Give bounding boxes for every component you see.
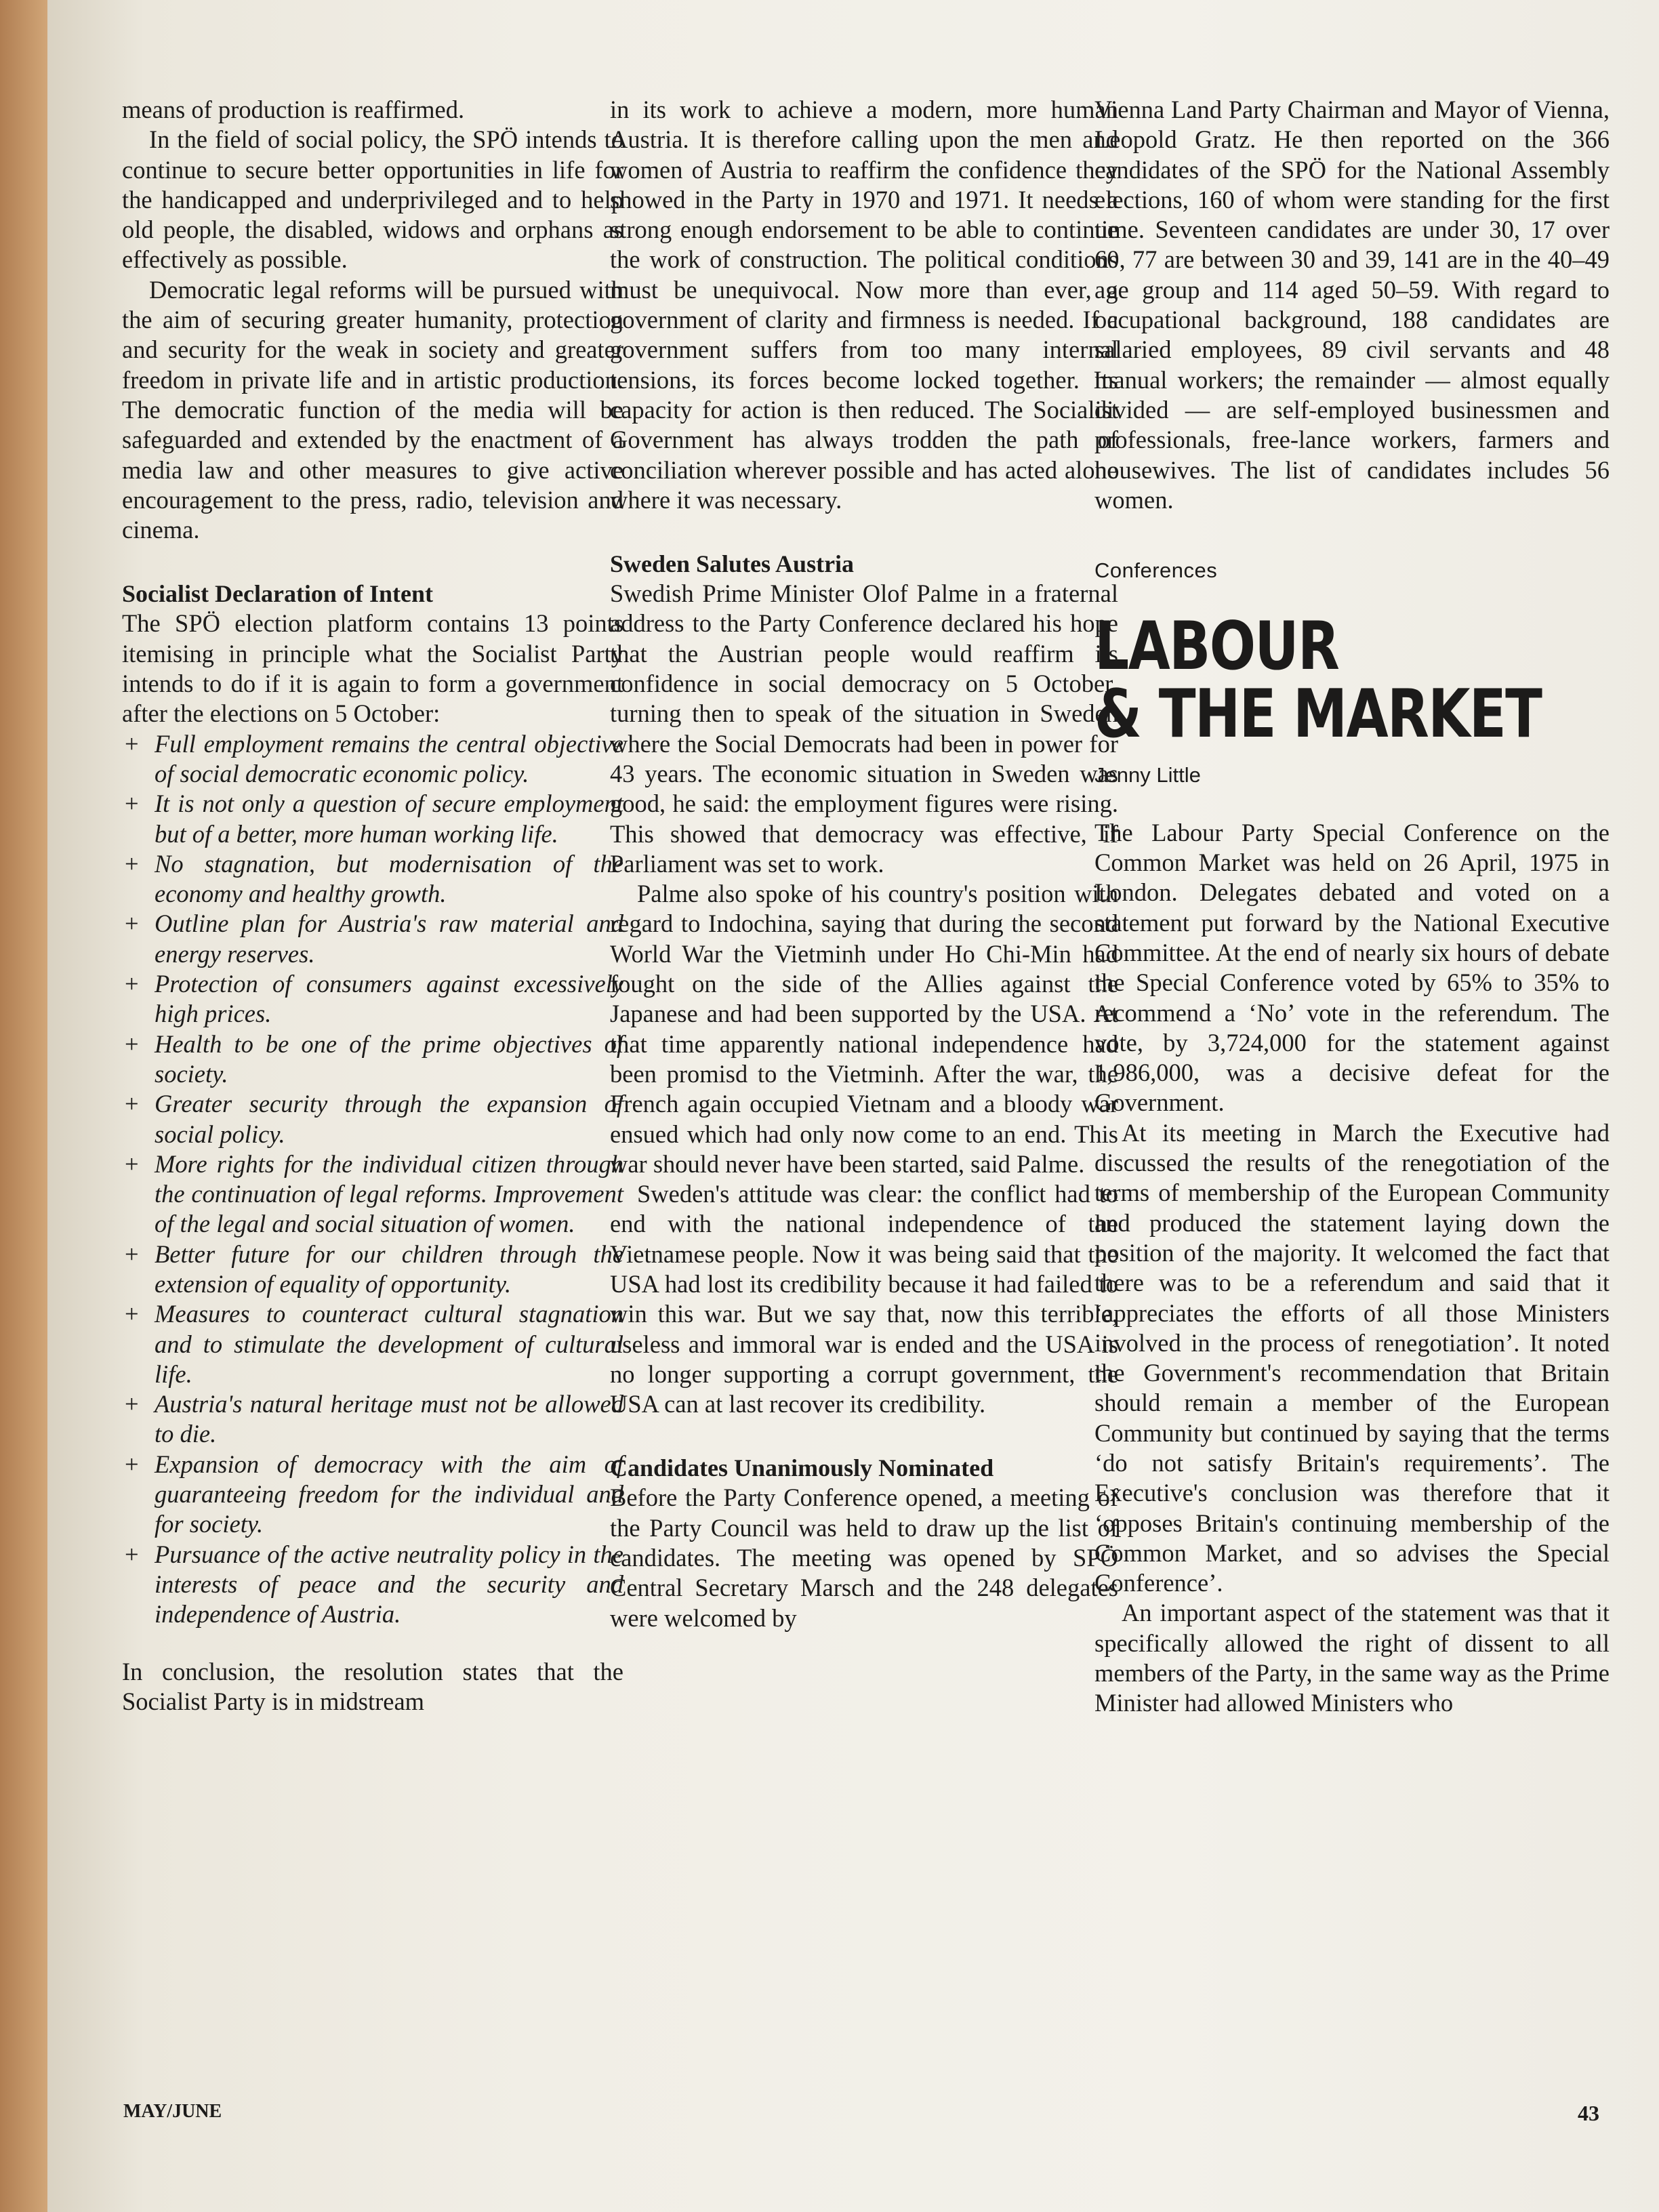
intent-point bbox=[122, 1389, 623, 1450]
intent-point bbox=[122, 729, 623, 790]
paragraph: In conclusion, the resolution states that the Socialist Party is in midstream bbox=[122, 1657, 623, 1715]
intent-points-list bbox=[122, 729, 623, 1630]
intent-point-text: Health to be one of the prime objectives of society. bbox=[155, 1029, 623, 1088]
intent-point-text: It is not only a question of secure employment but of a better, more human working life. bbox=[155, 790, 623, 848]
paragraph: Vienna Land Party Chairman and Mayor of Vienna, Leopold Gratz. He then reported on the 366 candidates of the SPÖ for the National Assembly elections, 160 of whom were standing for the first time. Seventeen candidates are under 30, 17 over 60, 77 are between 30 and 39, 141 are in the 40–49 age group and 114 aged 50–59. With regard to occupational background, 188 candidates are salaried employees, 89 civil servants and 48 manual workers; the remainder — almost equally divided — are self-employed businessmen and professionals, free-lance workers, farmers and housewives. The list of candidates includes 56 women. bbox=[1094, 96, 1610, 514]
plus-icon: + bbox=[125, 1090, 139, 1118]
plus-icon: + bbox=[125, 729, 139, 758]
intent-point bbox=[122, 1089, 623, 1149]
intent-point-text: Greater security through the expansion of social policy. bbox=[155, 1090, 623, 1148]
intent-point-text: Austria's natural heritage must not be allowed to die. bbox=[155, 1390, 623, 1448]
intent-point bbox=[122, 1540, 623, 1630]
plus-icon: + bbox=[125, 1240, 139, 1268]
intent-point bbox=[122, 1299, 623, 1389]
plus-icon: + bbox=[125, 790, 139, 818]
intent-point-text: Better future for our children through the extension of equality of opportunity. bbox=[155, 1240, 623, 1298]
author-byline: Jenny Little bbox=[1094, 763, 1201, 787]
plus-icon: + bbox=[125, 1540, 139, 1568]
section-heading: Socialist Declaration of Intent bbox=[122, 580, 433, 608]
column-left bbox=[122, 95, 623, 1717]
intent-point-text: Protection of consumers against excessively high prices. bbox=[155, 970, 623, 1028]
plus-icon: + bbox=[125, 909, 139, 938]
intent-point-text: No stagnation, but modernisation of the economy and healthy growth. bbox=[155, 849, 623, 908]
intent-point bbox=[122, 1240, 623, 1300]
plus-icon: + bbox=[125, 1029, 139, 1058]
headline-line: & THE MARKET bbox=[1094, 676, 1542, 754]
section-heading: Sweden Salutes Austria bbox=[610, 550, 855, 578]
intent-point bbox=[122, 1029, 623, 1090]
page-number: 43 bbox=[1578, 2101, 1599, 2125]
column-middle bbox=[610, 95, 1118, 1633]
intent-point-text: Outline plan for Austria's raw material and energy reserves. bbox=[155, 909, 623, 968]
intent-point bbox=[122, 1149, 623, 1240]
section-heading: Candidates Unanimously Nominated bbox=[610, 1454, 994, 1482]
paragraph: In the field of social policy, the SPÖ intends to continue to secure better opportunities in life for the handicapped and underprivileged and to help old people, the disabled, widows and orphans as effectively as possible. bbox=[122, 125, 623, 274]
article-headline bbox=[1094, 608, 1595, 754]
intent-point-text: More rights for the individual citizen through the continuation of legal reforms. Improvement of the legal and social situation of women. bbox=[155, 1149, 623, 1238]
intent-point bbox=[122, 909, 623, 969]
paragraph: Palme also spoke of his country's position with regard to Indochina, saying that during the second World War the Vietminh under Ho Chi-Min had fought on the side of the Allies against the Japanese and had been supported by the USA. At that time apparently national independence had been promisd to the Vietminh. After the war, the French again occupied Vietnam and a bloody war ensued which had only now come to an end. This war should never have been started, said Palme. bbox=[610, 880, 1118, 1178]
paragraph: Before the Party Conference opened, a meeting of the Party Council was held to draw up the list of candidates. The meeting was opened by SPÖ Central Secretary Marsch and the 248 delegates were welcomed by bbox=[610, 1483, 1118, 1632]
paragraph: The SPÖ election platform contains 13 points itemising in principle what the Socialist Party intends to do if it is again to form a government after the elections on 5 October: bbox=[122, 609, 623, 728]
plus-icon: + bbox=[125, 970, 139, 998]
footer-issue: MAY/JUNE bbox=[123, 2101, 222, 2122]
intent-point-text: Measures to counteract cultural stagnation and to stimulate the development of cultural life. bbox=[155, 1300, 623, 1388]
intent-point bbox=[122, 849, 623, 909]
plus-icon: + bbox=[125, 849, 139, 878]
column-right bbox=[1094, 95, 1610, 1719]
paragraph: The Labour Party Special Conference on the Common Market was held on 26 April, 1975 in London. Delegates debated and voted on a statement put forward by the National Executive Committee. At the end of nearly six hours of debate the Special Conference voted by 65% to 35% to recommend a ‘No’ vote in the referendum. The vote, by 3,724,000 for the statement against 1,986,000, was a decisive defeat for the Government. bbox=[1094, 818, 1610, 1117]
intent-point bbox=[122, 1450, 623, 1540]
intent-point-text: Full employment remains the central objective of social democratic economic policy. bbox=[155, 729, 623, 787]
plus-icon: + bbox=[125, 1149, 139, 1178]
headline-line: LABOUR bbox=[1094, 608, 1339, 686]
plus-icon: + bbox=[125, 1390, 139, 1418]
intent-point bbox=[122, 969, 623, 1029]
paragraph: Sweden's attitude was clear: the conflict had to end with the national independence of the Vietnamese people. Now it was being said that the USA had lost its credibility because it had failed to win this war. But we say that, now this terrible, useless and immoral war is ended and the USA is no longer supporting a corrupt government, the USA can at last recover its credibility. bbox=[610, 1180, 1118, 1418]
paragraph: An important aspect of the statement was that it specifically allowed the right of dissent to all members of the Party, in the same way as the Prime Minister had allowed Ministers who bbox=[1094, 1599, 1610, 1717]
intent-point-text: Expansion of democracy with the aim of guaranteeing freedom for the individual and for society. bbox=[155, 1450, 623, 1538]
paragraph: Swedish Prime Minister Olof Palme in a fraternal address to the Party Conference declared his hope that the Austrian people would reaffirm its confidence in social democracy on 5 October, turning then to speak of the situation in Sweden where the Social Democrats had been in power for 43 years. The economic situation in Sweden was good, he said: the employment figures were rising. This showed that democracy was effective, if Parliament was set to work. bbox=[610, 579, 1118, 878]
intent-point bbox=[122, 789, 623, 849]
paragraph: Democratic legal reforms will be pursued with the aim of securing greater humanity, protection and security for the weak in society and greater freedom in private life and in artistic production. The democratic function of the media will be safeguarded and extended by the enactment of a media law and other measures to give active encouragement to the press, radio, television and cinema. bbox=[122, 275, 623, 544]
paragraph: At its meeting in March the Executive had discussed the results of the renegotiation of the terms of membership of the European Community and produced the statement laying down the position of the majority. It welcomed the fact that there was to be a referendum and said that it ‘appreciates the efforts of all those Ministers involved in the process of renegotiation’. It noted the Government's recommendation that Britain should remain a member of the European Community but continued by saying that the terms ‘do not satisfy Britain's requirements’. The Executive's conclusion was therefore that it ‘opposes Britain's continuing membership of the Common Market, and so advises the Special Conference’. bbox=[1094, 1118, 1610, 1597]
magazine-page bbox=[47, 0, 1659, 2212]
intent-point-text: Pursuance of the active neutrality policy in the interests of peace and the security and independence of Austria. bbox=[155, 1540, 623, 1629]
plus-icon: + bbox=[125, 1300, 139, 1328]
paragraph: in its work to achieve a modern, more human Austria. It is therefore calling upon the men and women of Austria to reaffirm the confidence they showed in the Party in 1970 and 1971. It needs a strong enough endorsement to be able to continue the work of construction. The political conditions must be unequivocal. Now more than ever, a government of clarity and firmness is needed. If a government suffers from too many internal tensions, its forces become locked together. Its capacity for action is then reduced. The Socialist Government has always trodden the path of conciliation wherever possible and has acted alone where it was necessary. bbox=[610, 96, 1118, 514]
plus-icon: + bbox=[125, 1450, 139, 1478]
paragraph: means of production is reaffirmed. bbox=[122, 96, 465, 123]
section-label: Conferences bbox=[1094, 558, 1218, 583]
